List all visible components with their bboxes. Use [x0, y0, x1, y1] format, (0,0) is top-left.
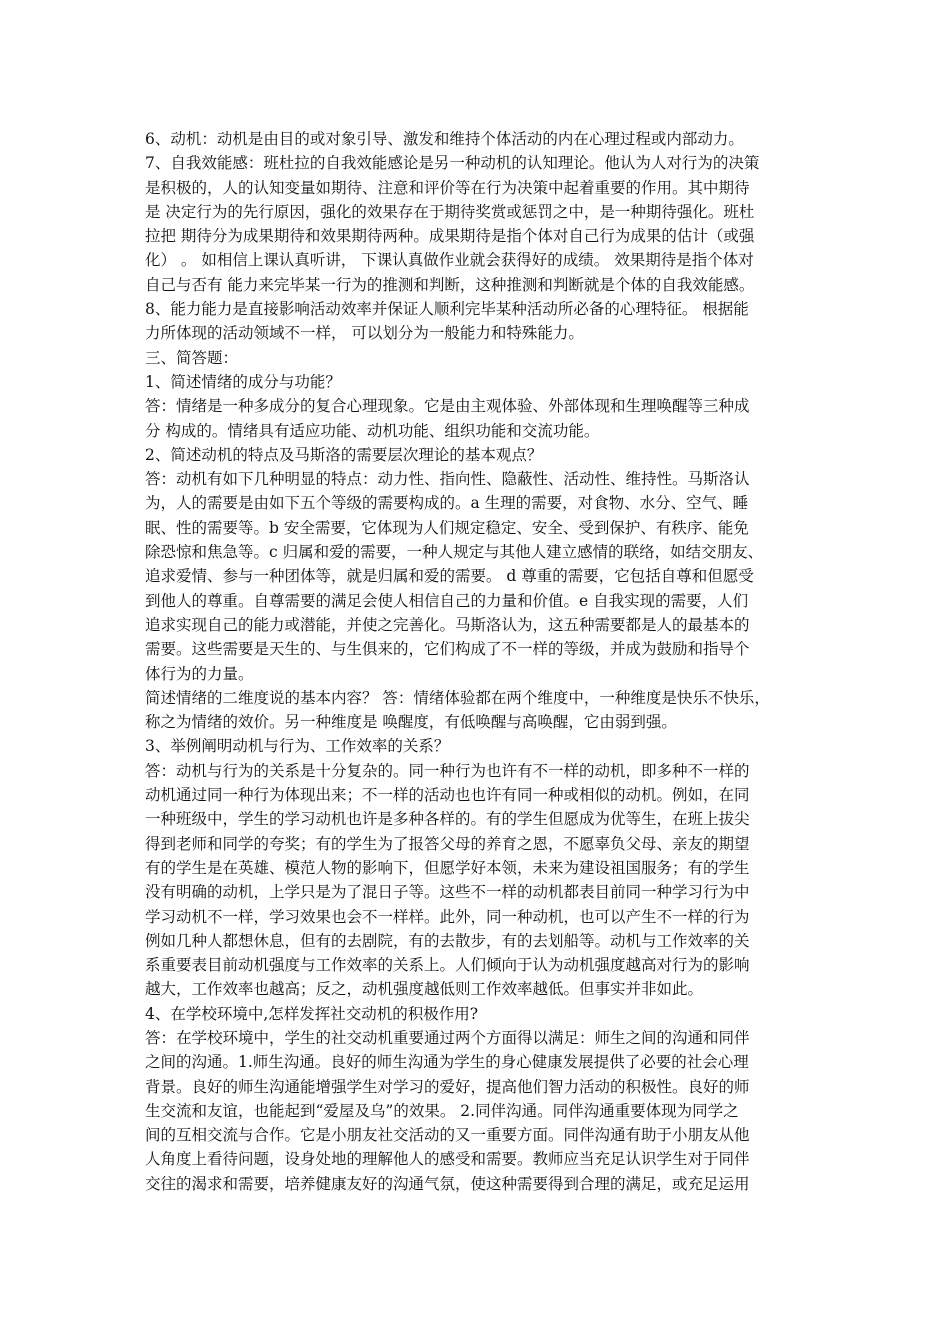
text-line: 生交流和友谊，也能起到“爱屋及乌”的效果。 2.同伴沟通。同伴沟通重要体现为同学之: [145, 1101, 739, 1120]
text-line: 到他人的尊重。自尊需要的满足会使人相信自己的力量和价值。e 自我实现的需要，人们: [145, 591, 749, 610]
paragraph-a3: [145, 759, 820, 1002]
text-line: 力所体现的活动领域不一样， 可以划分为一般能力和特殊能力。: [145, 324, 584, 343]
text-line: 3、举例阐明动机与行为、工作效率的关系？: [145, 737, 450, 756]
text-line: 例如几种人都想休息，但有的去剧院，有的去散步，有的去划船等。动机与工作效率的关: [145, 931, 750, 950]
text-line: 眠、性的需要等。b 安全需要，它体现为人们规定稳定、安全、受到保护、有秩序、能免: [145, 518, 749, 537]
text-line: 是 决定行为的先行原因，强化的效果存在于期待奖赏或惩罚之中，是一种期待强化。班杜: [145, 202, 755, 221]
text-line: 答：情绪是一种多成分的复合心理现象。它是由主观体验、外部体现和生理唤醒等三种成: [145, 397, 750, 416]
text-line: 拉把 期待分为成果期待和效果期待两种。成果期待是指个体对自己行为成果的估计（或强: [145, 227, 755, 246]
text-line: 追求爱情、参与一种团体等，就是归属和爱的需要。 d 尊重的需要，它包括自尊和但愿受: [145, 567, 754, 586]
text-line: 三、简答题：: [145, 348, 239, 367]
paragraph-section-3: [145, 346, 820, 370]
text-line: 除恐惊和焦急等。c 归属和爱的需要，一种人规定与其他人建立感情的联络，如结交朋友、: [145, 543, 764, 562]
text-line: 之间的沟通。1.师生沟通。良好的师生沟通为学生的身心健康发展提供了必要的社会心理: [145, 1053, 749, 1072]
text-line: 为，人的需要是由如下五个等级的需要构成的。a 生理的需要，对食物、水分、空气、睡: [145, 494, 749, 513]
text-line: 自己与否有 能力来完毕某一行为的推测和判断，这种推测和判断就是个体的自我效能感。: [145, 275, 755, 294]
paragraph-a1: [145, 394, 820, 443]
text-line: 一种班级中，学生的学习动机也许是多种各样的。有的学生但愿成为优等生，在班上拔尖: [145, 810, 750, 829]
paragraph-qa-extra: [145, 686, 820, 735]
text-line: 1、简述情绪的成分与功能？: [145, 372, 341, 391]
text-line: 学习动机不一样，学习效果也会不一样样。此外，同一种动机，也可以产生不一样的行为: [145, 907, 750, 926]
text-line: 间的互相交流与合作。它是小朋友社交活动的又一重要方面。同伴沟通有助于小朋友从他: [145, 1126, 750, 1145]
text-line: 动机通过同一种行为体现出来；不一样的活动也也许有同一种或相似的动机。例如，在同: [145, 786, 750, 805]
text-line: 有的学生是在英雄、模范人物的影响下，但愿学好本领，未来为建设祖国服务；有的学生: [145, 858, 750, 877]
text-line: 人角度上看待问题，设身处地的理解他人的感受和需要。教师应当充足认识学生对于同伴: [145, 1150, 750, 1169]
text-line: 答：动机有如下几种明显的特点：动力性、指向性、隐蔽性、活动性、维持性。马斯洛认: [145, 470, 750, 489]
text-line: 需要。这些需要是天生的、与生俱来的，它们构成了不一样的等级，并成为鼓励和指导个: [145, 640, 750, 659]
paragraph-q4: [145, 1002, 820, 1026]
paragraph-def-7: [145, 151, 820, 297]
paragraph-q2: [145, 443, 820, 467]
text-line: 追求实现自己的能力或潜能，并使之完善化。马斯洛认为，这五种需要都是人的最基本的: [145, 615, 750, 634]
text-line: 答：动机与行为的关系是十分复杂的。同一种行为也许有不一样的动机，即多种不一样的: [145, 761, 750, 780]
paragraph-a2: [145, 467, 820, 686]
text-line: 体行为的力量。: [145, 664, 254, 683]
paragraph-q1: [145, 370, 820, 394]
text-line: 4、在学校环境中,怎样发挥社交动机的积极作用?: [145, 1004, 479, 1023]
text-line: 2、简述动机的特点及马斯洛的需要层次理论的基本观点？: [145, 445, 543, 464]
text-line: 7、自我效能感：班杜拉的自我效能感论是另一种动机的认知理论。他认为人对行为的决策: [145, 154, 760, 173]
paragraph-def-6: [145, 127, 820, 151]
text-line: 得到老师和同学的夸奖；有的学生为了报答父母的养育之恩，不愿辜负父母、亲友的期望: [145, 834, 750, 853]
text-line: 6、动机：动机是由目的或对象引导、激发和维持个体活动的内在心理过程或内部动力。: [145, 130, 744, 148]
text-line: 化） 。 如相信上课认真听讲， 下课认真做作业就会获得好的成绩。 效果期待是指个体对: [145, 251, 754, 270]
text-line: 简述情绪的二维度说的基本内容？ 答：情绪体验都在两个维度中，一种维度是快乐不快乐，: [145, 688, 770, 707]
text-line: 是积极的，人的认知变量如期待、注意和评价等在行为决策中起着重要的作用。其中期待: [145, 178, 750, 197]
text-line: 系重要表目前动机强度与工作效率的关系上。人们倾向于认为动机强度越高对行为的影响: [145, 956, 750, 975]
text-line: 没有明确的动机，上学只是为了混日子等。这些不一样的动机都表目前同一种学习行为中: [145, 883, 750, 902]
document-body: [145, 127, 820, 1196]
text-line: 8、能力能力是直接影响活动效率并保证人顺利完毕某种活动所必备的心理特征。 根据能: [145, 300, 749, 319]
paragraph-q3: [145, 734, 820, 758]
text-line: 越大，工作效率也越高；反之，动机强度越低则工作效率越低。但事实并非如此。: [145, 980, 704, 999]
text-line: 分 构成的。情绪具有适应功能、动机功能、组织功能和交流功能。: [145, 421, 600, 440]
text-line: 称之为情绪的效价。另一种维度是 唤醒度，有低唤醒与高唤醒，它由弱到强。: [145, 713, 677, 732]
text-line: 交往的渴求和需要，培养健康友好的沟通气氛，使这种需要得到合理的满足，或充足运用: [145, 1174, 750, 1193]
text-line: 背景。良好的师生沟通能增强学生对学习的爱好，提高他们智力活动的积极性。良好的师: [145, 1077, 750, 1096]
paragraph-a4: [145, 1026, 820, 1196]
text-line: 答：在学校环境中，学生的社交动机重要通过两个方面得以满足：师生之间的沟通和同伴: [145, 1028, 750, 1047]
paragraph-def-8: [145, 297, 820, 346]
